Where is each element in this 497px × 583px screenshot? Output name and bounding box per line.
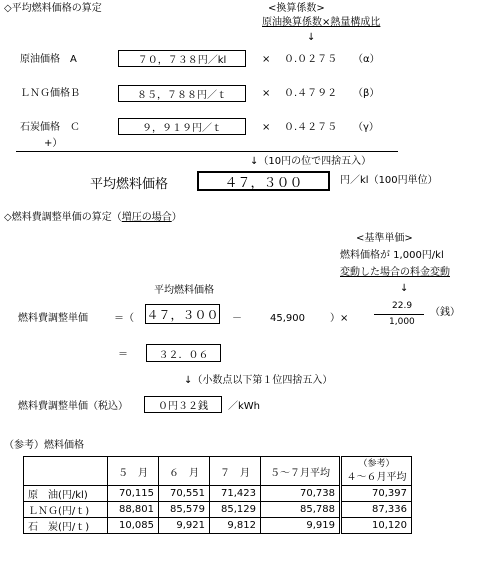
avg-fuel-price-value: ４７，３００ <box>224 175 303 191</box>
table-header-cell <box>341 457 412 486</box>
close-paren-times: ）× <box>330 313 349 324</box>
result-value: ３２．０６ <box>158 349 209 361</box>
alpha-symbol: （α） <box>353 54 380 65</box>
table-cell: 85,788 <box>261 502 341 518</box>
lng-price-value: ８５，７８８円／ｔ <box>137 90 227 101</box>
avg-fuel-price-label: 平均燃料価格 <box>90 177 169 192</box>
final-adjustment-box <box>144 396 222 413</box>
equals-sign: ＝ <box>118 349 128 360</box>
base-fuel-price: 45,900 <box>270 313 305 324</box>
table-cell: 10,120 <box>341 518 412 534</box>
section2-heading-prefix: ◇燃料費調整単価の算定（ <box>4 212 122 223</box>
lng-price-label: ＬＮＧ価格Ｂ <box>20 88 80 99</box>
times-sign: × <box>262 88 271 99</box>
result-box <box>146 344 221 362</box>
gamma-symbol: （γ） <box>353 122 379 133</box>
table-header-row <box>24 457 412 486</box>
times-sign: × <box>262 122 271 133</box>
table-cell: 70,115 <box>108 486 159 502</box>
plus-mark: +） <box>44 138 63 149</box>
table-row <box>24 486 412 502</box>
sum-line <box>16 151 398 152</box>
table-cell: 85,129 <box>210 502 261 518</box>
equals-open-paren: ＝（ <box>114 313 134 324</box>
rounding-note-decimal: ↓（小数点以下第１位四捨五入） <box>184 375 333 386</box>
coal-price-label: 石炭価格 Ｃ <box>20 122 80 133</box>
reference-title: （参考）燃料価格 <box>4 440 84 451</box>
table-cell: 87,336 <box>341 502 412 518</box>
base-unit-title: <基準単価> <box>356 233 413 244</box>
avg-fuel-price-formula-value: ４７，３００ <box>146 307 219 322</box>
sen-unit: （銭） <box>430 307 460 318</box>
section2-heading-case: 増圧の場合 <box>121 212 172 223</box>
lng-coef: ０.４７９２ <box>284 88 338 99</box>
table-cell: 9,812 <box>210 518 261 534</box>
final-adjustment-unit: ／kWh <box>228 401 261 412</box>
ref-note-label: （参考） <box>358 458 395 469</box>
table-cell: 原 油(円/kl) <box>24 486 108 502</box>
section2-heading <box>4 213 182 223</box>
table-header-cell: ６ 月 <box>159 457 210 486</box>
conversion-coef-title: <換算係数> <box>268 3 325 14</box>
ref-avg-label: ４～６月平均 <box>346 471 407 483</box>
conversion-coef-formula: 原油換算係数×熱量構成比 <box>262 17 381 28</box>
table-cell: 9,919 <box>261 518 341 534</box>
lng-price-box <box>118 85 246 102</box>
beta-symbol: （β） <box>353 88 380 99</box>
table-cell: 70,738 <box>261 486 341 502</box>
table-row <box>24 518 412 534</box>
minus-sign: － <box>232 313 242 324</box>
times-sign: × <box>262 54 271 65</box>
table-header-cell <box>24 457 108 486</box>
table-cell: 70,397 <box>341 486 412 502</box>
table-cell: 石 炭(円/ｔ) <box>24 518 108 534</box>
table-row <box>24 502 412 518</box>
base-unit-line2: 変動した場合の料金変動 <box>340 267 450 278</box>
crude-price-value: ７０，７３８円／kl <box>137 55 227 66</box>
fraction-denominator: 1,000 <box>389 317 415 327</box>
final-adjustment-value: ０円３２銭 <box>158 401 208 412</box>
table-cell: 88,801 <box>108 502 159 518</box>
table-cell: 70,551 <box>159 486 210 502</box>
crude-price-label: 原油価格 A <box>20 54 77 65</box>
crude-price-box <box>118 50 246 67</box>
fraction-bar <box>374 314 424 315</box>
coal-price-value: ９，９１９円／ｔ <box>142 123 222 134</box>
table-header-cell: ５ 月 <box>108 457 159 486</box>
table-cell: ＬＮＧ(円/ｔ) <box>24 502 108 518</box>
section1-heading: ◇平均燃料価格の算定 <box>4 3 102 14</box>
base-unit-line1: 燃料価格が 1,000円/kl <box>340 250 444 261</box>
coal-coef: ０.４２７５ <box>284 122 338 133</box>
reference-price-table <box>23 456 412 534</box>
table-header-cell: ５～７月平均 <box>261 457 341 486</box>
fraction-numerator: 22.9 <box>392 301 413 311</box>
section2-heading-suffix: ） <box>171 212 182 223</box>
avg-fuel-price-box <box>197 171 330 191</box>
table-cell: 10,085 <box>108 518 159 534</box>
down-arrow-icon: ↓ <box>307 32 316 43</box>
final-adjustment-label: 燃料費調整単価（税込） <box>18 401 128 412</box>
avg-fuel-price-small-label: 平均燃料価格 <box>154 285 214 296</box>
table-header-cell: ７ 月 <box>210 457 261 486</box>
table-cell: 71,423 <box>210 486 261 502</box>
rounding-note-10yen: ↓（10円の位で四捨五入） <box>250 156 372 167</box>
fuel-adjustment-label: 燃料費調整単価 <box>18 313 88 324</box>
crude-coef: ０.０２７５ <box>284 54 338 65</box>
table-cell: 85,579 <box>159 502 210 518</box>
down-arrow-icon: ↓ <box>400 283 409 294</box>
avg-fuel-price-unit: 円／kl（100円単位） <box>340 175 438 186</box>
avg-fuel-price-formula-box <box>145 304 220 324</box>
coal-price-box <box>118 118 246 135</box>
table-cell: 9,921 <box>159 518 210 534</box>
